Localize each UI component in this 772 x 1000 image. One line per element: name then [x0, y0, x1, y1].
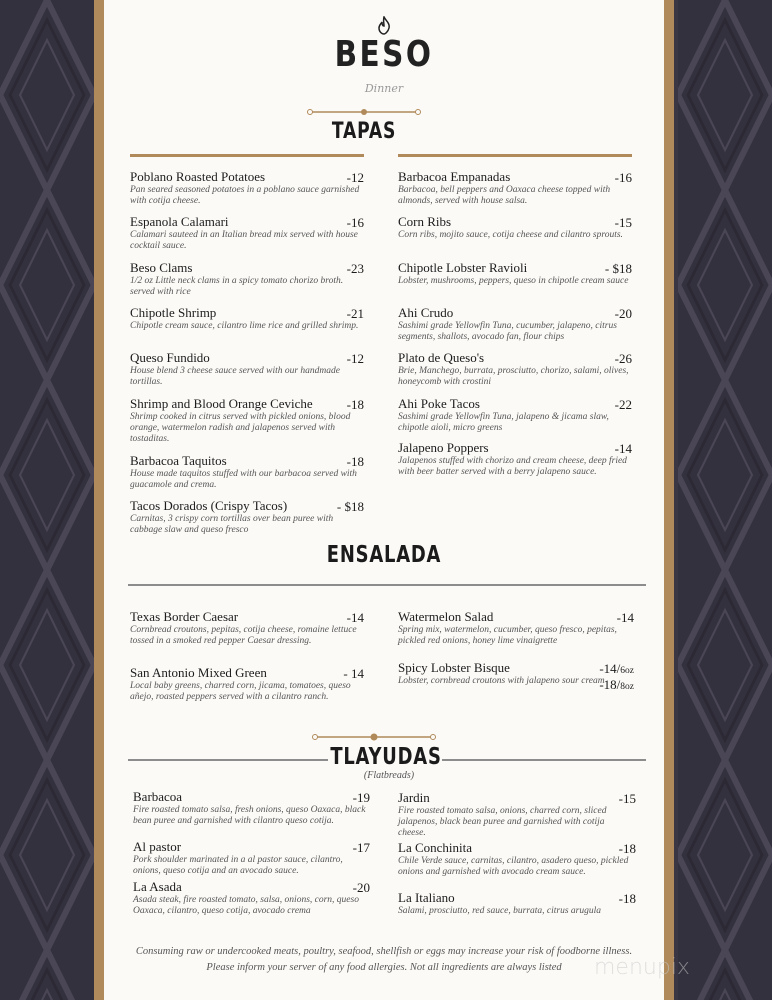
divider-tlayudas-left [128, 759, 328, 761]
menu-item-name: Al pastor [133, 839, 182, 854]
menu-item-name: Shrimp and Blood Orange Ceviche [130, 396, 313, 411]
menu-item [398, 791, 632, 839]
menu-item [133, 790, 367, 827]
menu-item-description: 1/2 oz Little neck clams in a spicy tomato chorizo broth. served with rice [130, 276, 344, 297]
menu-item [398, 891, 632, 917]
menu-item-name: Ahi Crudo [398, 305, 454, 320]
brand-name: BESO [334, 34, 434, 75]
menu-item-name: Ahi Poke Tacos [398, 396, 480, 411]
menu-item [133, 840, 367, 877]
menu-item-name: Tacos Dorados (Crispy Tacos) [130, 498, 288, 513]
menu-item-name: Espanola Calamari [130, 214, 229, 229]
menu-item-description: House blend 3 cheese sauce served with our handmade tortillas. [130, 366, 341, 387]
menu-item [398, 841, 632, 878]
menu-item [398, 170, 632, 207]
menu-item-name: Barbacoa [133, 789, 183, 804]
menu-item [130, 610, 364, 647]
gold-border-left [94, 0, 104, 1000]
menu-item-price: - $18 [336, 499, 364, 514]
menu-item-price: -23 [346, 261, 364, 276]
menu-item [398, 261, 632, 287]
watermark: menupix [594, 955, 690, 980]
menu-item-name: San Antonio Mixed Green [130, 665, 267, 680]
menu-item-price: -20 [614, 306, 632, 321]
menu-item-description: House made taquitos stuffed with our barbacoa served with guacamole and crema. [130, 469, 357, 490]
menu-item [130, 351, 364, 388]
menu-item [130, 499, 364, 536]
menu-item-price: -18 [346, 397, 364, 412]
menu-item-name: La Asada [133, 879, 182, 894]
menu-item-name: Queso Fundido [130, 350, 210, 365]
menu-item-name: Plato de Queso's [398, 350, 485, 365]
menu-item [130, 215, 364, 252]
menu-item-description: Chile Verde sauce, carnitas, cilantro, asadero queso, pickled onions and garnished with avocado cream sauce. [398, 856, 629, 877]
menu-item [398, 661, 632, 687]
menu-item-price: -16 [614, 170, 632, 185]
menu-item-description: Shrimp cooked in citrus served with pickled onions, blood orange, watermelon radish and jalapenos served with tostaditas. [130, 412, 351, 444]
menu-item-name: Jalapeno Poppers [398, 440, 489, 455]
divider-tapas [130, 154, 364, 157]
menu-item-price: - $18 [604, 261, 632, 276]
menu-item [130, 170, 364, 207]
menu-item-name: La Italiano [398, 890, 455, 905]
menu-item-description: Local baby greens, charred corn, jicama, tomatoes, queso añejo, roasted peppers served with a cilantro ranch. [130, 681, 351, 702]
divider-tapas-right [398, 154, 632, 157]
menu-item-price-large: -18/8oz [599, 677, 634, 692]
menu-item [398, 351, 632, 388]
section-subtitle-tlayudas: (Flatbreads) [363, 770, 415, 781]
menu-item-price: -12 [346, 351, 364, 366]
menu-item [398, 306, 632, 343]
menu-item [130, 397, 364, 445]
divider-ensalada [128, 584, 646, 586]
menu-item [130, 306, 364, 332]
menu-item-description: Salami, prosciutto, red sauce, burrata, citrus arugula [398, 906, 602, 916]
menu-item-description: Sashimi grade Yellowfin Tuna, jalapeno & jicama slaw, chipotle aioli, micro greens [398, 412, 609, 433]
footer-allergy-note: Please inform your server of any food allergies. Not all ingredients are always listed [206, 962, 562, 973]
menu-item-price: -14 [616, 610, 634, 625]
menu-item [398, 215, 632, 241]
menu-item-description: Spring mix, watermelon, cucumber, queso fresco, pepitas, pickled red onions, honey lime vinaigrette [398, 625, 617, 646]
menu-item-description: Sashimi grade Yellowfin Tuna, cucumber, jalapeno, citrus segments, shallots, avocado fan, flour chips [398, 321, 617, 342]
menu-item-description: Chipotle cream sauce, cilantro lime rice and grilled shrimp. [130, 321, 359, 331]
menu-item-name: Beso Clams [130, 260, 193, 275]
menu-item-description: Fire roasted tomato salsa, fresh onions, queso Oaxaca, black bean puree and garnished with cilantro queso cotija. [133, 805, 366, 826]
menu-item-name: Texas Border Caesar [130, 609, 239, 624]
menu-item-price: -18 [618, 891, 636, 906]
menu-item-price: -17 [352, 840, 370, 855]
menu-item-price: -20 [352, 880, 370, 895]
menu-item-name: Chipotle Shrimp [130, 305, 217, 320]
menu-item [130, 454, 364, 491]
menu-item [398, 610, 632, 647]
menu-item [133, 880, 367, 917]
footer-warning: Consuming raw or undercooked meats, poultry, seafood, shellfish or eggs may increase your risk of foodborne illness. [135, 946, 633, 957]
menu-item-description: Calamari sauteed in an Italian bread mix served with house cocktail sauce. [130, 230, 358, 251]
menu-item-price: -14/6oz [599, 661, 634, 676]
menu-item-description: Asada steak, fire roasted tomato, salsa, onions, corn, queso Oaxaca, cilantro, queso cotija, avocado crema [133, 895, 359, 916]
menu-item [398, 441, 632, 478]
menu-item-description: Brie, Manchego, burrata, prosciutto, chorizo, salami, olives, honeycomb with crostini [398, 366, 629, 387]
menu-page [104, 0, 690, 1000]
menu-item-price: -14 [346, 610, 364, 625]
menu-item [398, 397, 632, 434]
menu-item-name: Barbacoa Empanadas [398, 169, 511, 184]
menu-item-description: Lobster, mushrooms, peppers, queso in chipotle cream sauce [398, 276, 629, 286]
menu-item-description: Pork shoulder marinated in a al pastor sauce, cilantro, onions, queso cotija and an avocado sauce. [133, 855, 343, 876]
menu-item-description: Lobster, cornbread croutons with jalapeno sour cream [398, 676, 605, 686]
section-title-tapas: TAPAS [331, 119, 397, 144]
menu-item-price: - 14 [343, 666, 364, 681]
menu-item-description: Fire roasted tomato salsa, onions, charred corn, sliced jalapenos, black bean puree and garnished with cotija cheese. [398, 806, 607, 838]
menu-item-price: -21 [346, 306, 364, 321]
price-unit: 6oz [620, 666, 634, 676]
brand-subtitle: Dinner [364, 82, 404, 95]
side-pattern-right [678, 0, 772, 1000]
section-title-ensalada: ENSALADA [326, 542, 442, 568]
menu-item-description: Carnitas, 3 crispy corn tortillas over bean puree with cabbage slaw and queso fresco [130, 514, 334, 535]
gold-border-right [664, 0, 674, 1000]
menu-item-price: -19 [352, 790, 370, 805]
menu-item-price: -16 [346, 215, 364, 230]
menu-item-price: -26 [614, 351, 632, 366]
menu-item-price: -14 [614, 441, 632, 456]
menu-item-name: Jardin [398, 790, 430, 805]
menu-item-price: -15 [614, 215, 632, 230]
menu-item-name: Chipotle Lobster Ravioli [398, 260, 528, 275]
menu-item-price: -12 [346, 170, 364, 185]
menu-item-name: Poblano Roasted Potatoes [130, 169, 266, 184]
menu-item-description: Barbacoa, bell peppers and Oaxaca cheese topped with almonds, served with house salsa. [398, 185, 611, 206]
side-pattern-left [0, 0, 94, 1000]
menu-item-name: La Conchinita [398, 840, 473, 855]
menu-item [130, 261, 364, 298]
menu-item-name: Spicy Lobster Bisque [398, 660, 510, 675]
price-unit: 8oz [620, 682, 634, 692]
menu-item-name: Watermelon Salad [398, 609, 494, 624]
menu-item-name: Corn Ribs [398, 214, 452, 229]
menu-item-description: Pan seared seasoned potatoes in a poblano sauce garnished with cotija cheese. [130, 185, 360, 206]
menu-item-description: Cornbread croutons, pepitas, cotija cheese, romaine lettuce tossed in a smoked red pepper Caesar dressing. [130, 625, 357, 646]
menu-item-description: Corn ribs, mojito sauce, cotija cheese and cilantro sprouts. [398, 230, 623, 240]
menu-item-price: -18 [346, 454, 364, 469]
menu-item-price: -15 [618, 791, 636, 806]
menu-item-price: -18 [618, 841, 636, 856]
menu-item-price: -22 [614, 397, 632, 412]
section-title-tlayudas: TLAYUDAS [330, 744, 442, 770]
menu-item-description: Jalapenos stuffed with chorizo and cream cheese, deep fried with beer batter served with a berry jalapeno sauce. [398, 456, 627, 477]
menu-item-name: Barbacoa Taquitos [130, 453, 227, 468]
divider-tlayudas-right [442, 759, 646, 761]
menu-item [130, 666, 364, 703]
